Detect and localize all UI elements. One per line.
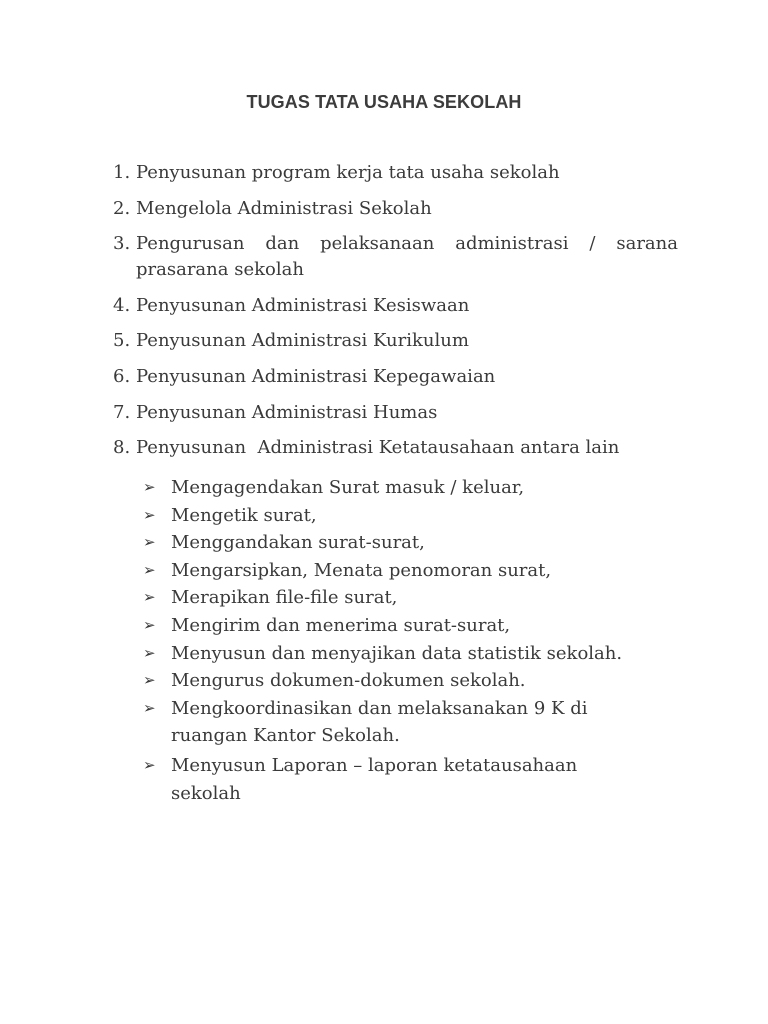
sub-list-item-text: Mengirim dan menerima surat-surat, (171, 614, 511, 636)
sub-list-item-text: Mengagendakan Surat masuk / keluar, (171, 477, 525, 498)
list-item-text: Penyusunan Administrasi Kesiswaan (136, 294, 470, 316)
sub-list-item (143, 612, 678, 640)
document-title: TUGAS TATA USAHA SEKOLAH (246, 92, 522, 112)
sub-list-item-text: Mengetik surat, (171, 504, 317, 526)
list-item (113, 435, 678, 461)
list-number: 2. (113, 197, 131, 219)
list-item-text: Penyusunan Administrasi Kepegawaian (136, 365, 496, 387)
sub-list-item-text: Mengarsipkan, Menata penomoran surat, (171, 559, 552, 581)
sub-list-item-text: Menyusun Laporan – laporan ketatausahaan sekolah (171, 754, 578, 804)
sub-list-item (143, 502, 678, 530)
list-number: 1. (113, 162, 131, 183)
list-number: 7. (113, 401, 131, 423)
list-number: 8. (113, 437, 131, 459)
list-item (113, 400, 678, 426)
main-task-list (113, 160, 678, 471)
list-number: 4. (113, 294, 131, 316)
sub-list-item-text: Menyusun dan menyajikan data statistik sekolah. (171, 642, 623, 664)
list-item (113, 328, 678, 354)
arrowhead-bullet-icon: ➢ (143, 698, 156, 717)
arrowhead-bullet-icon: ➢ (143, 533, 156, 552)
arrowhead-bullet-icon: ➢ (143, 505, 156, 524)
list-item-text: Penyusunan Administrasi Kurikulum (136, 330, 469, 352)
arrowhead-bullet-icon: ➢ (143, 478, 156, 496)
list-item-text: Mengelola Administrasi Sekolah (136, 197, 432, 219)
arrowhead-bullet-icon: ➢ (143, 755, 156, 774)
sub-list-item-text: Merapikan file-file surat, (171, 587, 398, 609)
arrowhead-bullet-icon: ➢ (143, 671, 156, 690)
list-item-text: Penyusunan program kerja tata usaha sekolah (136, 162, 560, 183)
sub-list-item-text: Mengurus dokumen-dokumen sekolah. (171, 670, 526, 692)
list-number: 3. (113, 233, 131, 255)
sub-list-item (143, 474, 678, 502)
list-item (113, 196, 678, 222)
sub-list-item-text: Mengkoordinasikan dan melaksanakan 9 K di ruangan Kantor Sekolah. (171, 697, 588, 747)
sub-list-item-text: Menggandakan surat-surat, (171, 532, 425, 554)
list-number: 6. (113, 365, 131, 387)
list-item-text: Penyusunan Administrasi Humas (136, 401, 438, 423)
arrowhead-bullet-icon: ➢ (143, 560, 156, 579)
list-item-text: Pengurusan dan pelaksanaan administrasi / sarana prasarana sekolah (136, 233, 678, 281)
list-number: 5. (113, 330, 131, 352)
sub-list-item (143, 584, 678, 612)
arrowhead-bullet-icon: ➢ (143, 615, 156, 634)
sub-list-item (143, 640, 678, 668)
sub-task-list (143, 474, 678, 807)
sub-list-item (143, 557, 678, 585)
list-item (113, 160, 678, 186)
sub-list-item (143, 529, 678, 557)
arrowhead-bullet-icon: ➢ (143, 643, 156, 662)
sub-list-item (143, 752, 678, 807)
list-item-text: Penyusunan Administrasi Ketatausahaan antara lain (136, 437, 620, 459)
list-item (113, 293, 678, 319)
sub-list-item (143, 695, 678, 750)
list-item (113, 364, 678, 390)
list-item (113, 231, 678, 283)
sub-list-item (143, 667, 678, 695)
arrowhead-bullet-icon: ➢ (143, 588, 156, 607)
